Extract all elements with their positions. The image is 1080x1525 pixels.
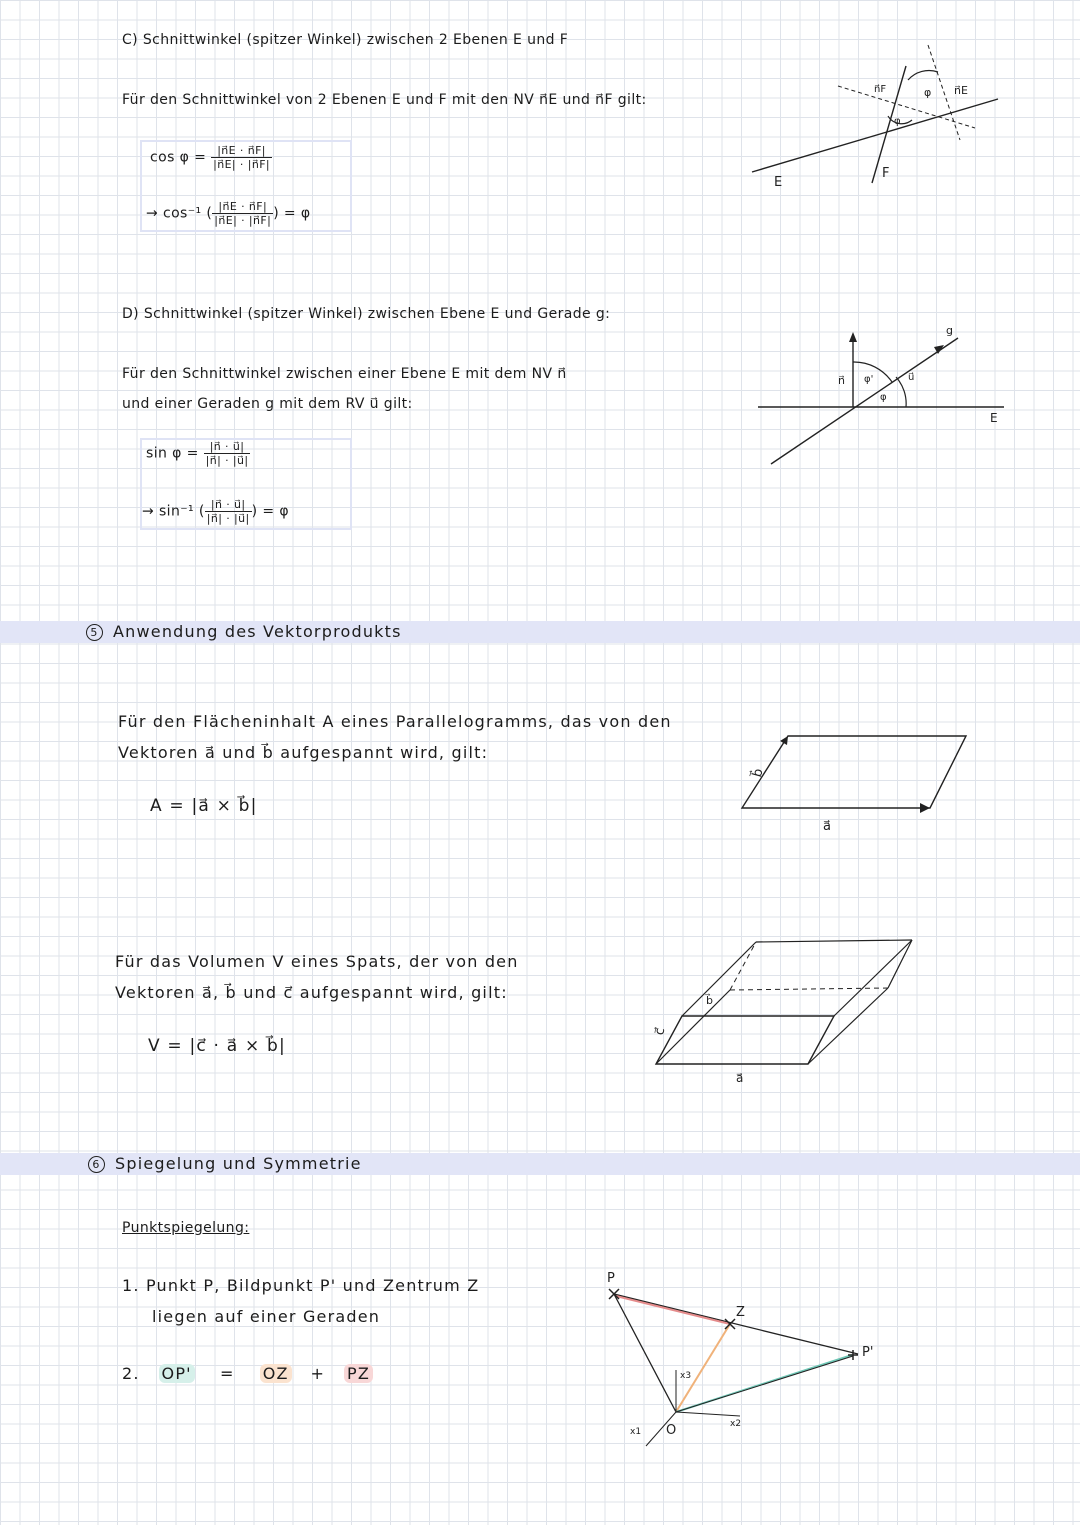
subheading-punktspiegelung: Punktspiegelung:: [122, 1220, 250, 1236]
vector-oz: OZ: [260, 1364, 292, 1383]
label-par-a: a⃗: [823, 819, 831, 834]
formula-c-2-den: |n⃗E| · |n⃗F|: [214, 214, 272, 227]
label-pprime: P': [862, 1345, 874, 1360]
axis-x2: [676, 1412, 740, 1416]
label-spat-a: a⃗: [736, 1071, 744, 1085]
label-o: O: [666, 1423, 677, 1438]
item-1-line-2: liegen auf einer Geraden: [152, 1307, 381, 1326]
vector-pz-line: [616, 1296, 730, 1324]
label-f: F: [882, 166, 890, 181]
para-volume-line-2: Vektoren a⃗, b⃗ und c⃗ aufgespannt wird, gilt:: [115, 983, 508, 1002]
line-o-p: [614, 1294, 676, 1412]
formula-d-2: → sin⁻¹ ( $\frac{|n⃗ \cdot u⃗|}{|n⃗| \cdot |u⃗|}$ ) = φ: [142, 498, 289, 525]
para-volume-line-1: Für das Volumen V eines Spats, der von den: [115, 952, 519, 971]
section-d-line-2: und einer Geraden g mit dem RV u⃗ gilt:: [122, 396, 413, 412]
formula-c-1-num: |n⃗E · n⃗F|: [211, 144, 272, 158]
vector-op-prime: OP': [159, 1364, 195, 1383]
vector-opprime-edge: [676, 1356, 853, 1412]
section-5-number: 5: [86, 624, 103, 641]
label-e-d: E: [990, 411, 998, 425]
formula-d-1-num: |n⃗ · u⃗|: [204, 440, 251, 454]
equals-sign: =: [219, 1364, 235, 1383]
section-c-heading: C) Schnittwinkel (spitzer Winkel) zwischen 2 Ebenen E und F: [122, 32, 569, 48]
label-x2: x2: [730, 1419, 742, 1429]
vector-oz-line: [676, 1324, 730, 1412]
label-g: g: [946, 324, 953, 337]
section-d-line-1: Für den Schnittwinkel zwischen einer Ebene E mit dem NV n⃗: [122, 366, 567, 382]
label-nf: n⃗F: [874, 84, 887, 95]
label-e: E: [774, 175, 783, 190]
section-6-number: 6: [88, 1156, 105, 1173]
formula-d-2-post: = φ: [262, 503, 289, 520]
formula-d-2-num: |n⃗ · u⃗|: [205, 498, 252, 512]
formula-c-2-num: |n⃗E · n⃗F|: [212, 200, 273, 214]
formula-volume: V = |c⃗ · a⃗ × b⃗|: [148, 1036, 286, 1056]
section-c-text: Für den Schnittwinkel von 2 Ebenen E und F mit den NV n⃗E und n⃗F gilt:: [122, 92, 647, 108]
label-z: Z: [736, 1305, 745, 1320]
formula-area: A = |a⃗ × b⃗|: [150, 796, 258, 816]
line-p-pprime: [614, 1294, 858, 1354]
plus-sign: +: [310, 1364, 326, 1383]
para-area-line-1: Für den Flächeninhalt A eines Parallelogramms, das von den: [118, 712, 672, 731]
para-area-line-2: Vektoren a⃗ und b⃗ aufgespannt wird, gilt:: [118, 743, 489, 762]
formula-c-2: → cos⁻¹ ( $\frac{|n⃗E \cdot n⃗F|}{|n⃗E| \cdot |n⃗F|}$ ) = φ: [146, 200, 311, 227]
label-phi: φ: [880, 392, 887, 403]
item-2-number: 2.: [122, 1364, 140, 1383]
label-x3: x3: [680, 1371, 692, 1381]
formula-c-2-pre: → cos⁻¹: [146, 205, 202, 222]
section-5-title: Anwendung des Vektorprodukts: [113, 622, 402, 641]
formula-d-2-pre: → sin⁻¹: [142, 503, 195, 520]
label-phi-top: φ: [924, 86, 932, 99]
item-1-line-1: 1. Punkt P, Bildpunkt P' und Zentrum Z: [122, 1276, 480, 1295]
label-spat-c: c⃗: [652, 1026, 669, 1037]
vector-pz: PZ: [344, 1364, 373, 1383]
formula-d-1-lhs: sin φ =: [146, 445, 199, 462]
formula-c-1-den: |n⃗E| · |n⃗F|: [213, 158, 271, 171]
formula-c-1-lhs: cos φ =: [150, 149, 207, 166]
formula-c-2-post: = φ: [283, 205, 311, 222]
label-phi1: φ': [864, 374, 874, 385]
label-x1: x1: [630, 1427, 642, 1437]
label-n: n⃗: [838, 374, 845, 387]
section-d-heading: D) Schnittwinkel (spitzer Winkel) zwischen Ebene E und Gerade g:: [122, 306, 611, 322]
formula-d-2-den: |n⃗| · |u⃗|: [206, 512, 250, 525]
section-6-title: Spiegelung und Symmetrie: [115, 1154, 362, 1173]
label-phi-bottom: φ: [894, 116, 901, 127]
label-p: P: [607, 1271, 615, 1286]
label-ne: n⃗E: [954, 84, 968, 97]
label-u: u⃗: [908, 372, 915, 383]
formula-d-1-den: |n⃗| · |u⃗|: [205, 454, 249, 467]
label-par-b: b⃗: [749, 767, 767, 779]
label-spat-b: b⃗: [706, 994, 713, 1007]
